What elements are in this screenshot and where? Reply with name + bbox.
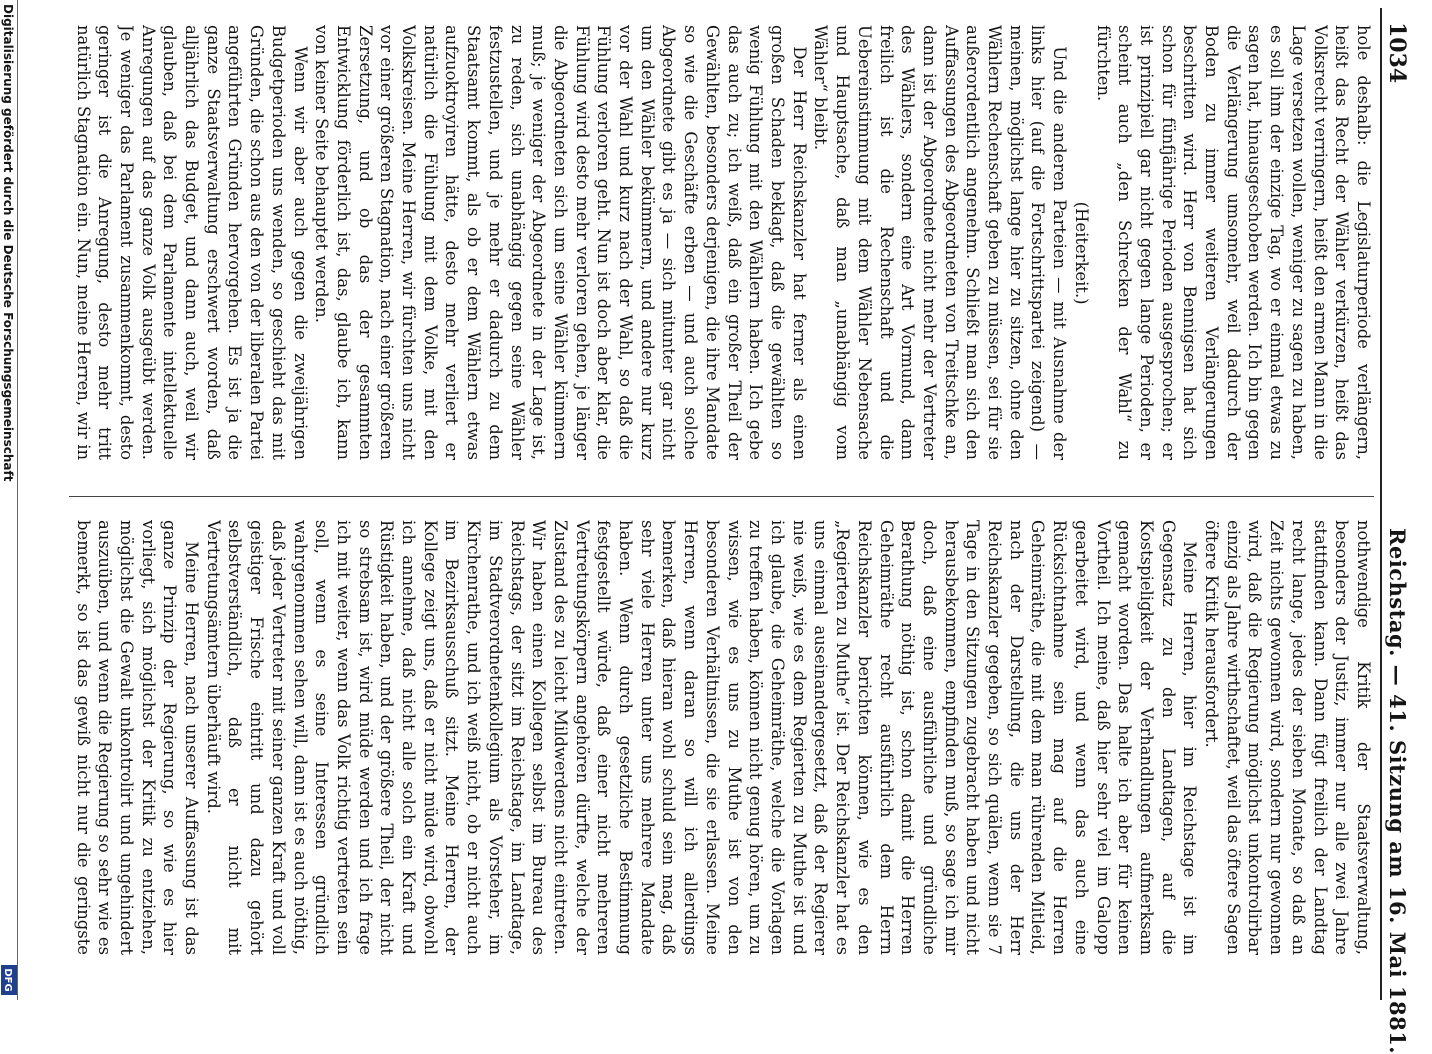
column-divider — [69, 496, 1374, 497]
digitization-credit: Digitalisierung gefördert durch die Deutsche Forschungsgemeinschaft — [1, 4, 15, 482]
interjection-note: (Heiterkeit.) — [1071, 201, 1091, 305]
page-number: 1034 — [1384, 22, 1410, 84]
svg-text:DFG: DFG — [2, 968, 13, 992]
page-footer — [0, 0, 18, 1000]
left-column — [69, 25, 1374, 460]
header-rule — [1380, 8, 1382, 1000]
right-column — [69, 520, 1374, 955]
paragraph: nothwendige Kritik der Staatsverwaltung, besonders der Justiz, immer nur alle zwei Jahre stattfinden kann. Dann fügt freilich der Landtag recht lange, jedes der sieben Monate, so daß an Zeit nichts gewonnen wird, sondern nur gewonnen wird, daß die Regierung möglichst unkontrolirbar einzig als Jahre wirthschaftet, weil das öftere Sagen öftere Kritik herausfordert. — [1202, 520, 1373, 955]
paragraph: Meine Herren, nach unserer Auffassung ist das ganze Prinzip der Regierung, so wie es hier vorliegt, sich möglichst der Kritik zu entziehen, möglichst die Gewalt unkontrolirt und ungehindert auszuüben, und wenn die Regierung so sehr wie es bemerkt, so ist das gewiß nicht nur die geringste — [73, 520, 202, 955]
paragraph: Der Herr Reichskanzler hat ferner als einen großen Schaden beklagt, daß die gewählten so wenig Fühlung mit den Wählern haben. Ich gebe das auch zu; ich weiß, daß ein großer Theil der Gewählten, besonders derjenigen, die ihre Mandate so wie die Geschäfte erben — und auch solche Abgeordnete gibt es ja — sich mitunter gar nicht um den Wähler bekümmern, und andere nur kurz vor der Wahl und kurz nach der Wahl, so daß die Fühlung verloren geht. Nun ist doch aber klar, die Fühlung wird desto mehr verloren gehen, je länger die Abgeordneten sich um seine Wähler kümmern muß; je weniger der Abgeordnete in der Lage ist, zu reden, sich unabhängig gegen seine Wähler festzustellen, und je mehr er dadurch zu dem Staatsamt kommt, als ob er dem Wählern etwas aufzuoktroyiren hätte, desto mehr verliert er natürlich die Fühlung mit dem Volke, mit den Volkskreisen. Meine Herren, wir fürchten uns nicht vor einer größeren Stagnation, nach einer größeren Zersetzung, und ob das der gesammten Entwicklung förderlich ist, das, glaube ich, kann von keiner Seite behauptet werden. — [312, 25, 809, 460]
dfg-logo — [1, 965, 17, 995]
paragraph: Und die anderen Parteien — mit Ausnahme der links hier (auf die Fortschrittspartei zeigend) — meinen, möglichst lange hier zu sitzen, ohne den Wählern Rechenschaft geben zu müssen, sei für sie außerordentlich angenehm. Schließt man sich den Auffassungen des Abgeordneten von Treitschke an, dann ist der Abgeordnete nicht mehr der Vertreter des Wählers, sondern eine Art Vormund, dann freilich ist die Rechenschaft und die Uebereinstimmung mit dem Wähler Nebensache und Hauptsache, daß man „unabhängig vom Wähler“ bleibt. — [811, 25, 1070, 460]
paragraph: Wenn wir aber auch gegen die zweijährigen Budgetperioden uns wenden, so geschieht das mit Gründen, die schon aus den von der liberalen Partei angeführten Gründen hervorgehen. Es ist ja die ganze Staatsverwaltung erschwert worden, daß alljährlich das Budget, und dann auch, weil wir glauben, daß bei dem Parlamente intellektuelle Anregungen auf das ganze Volk ausgeübt werden. Je weniger das Parlament zusammenkommt, desto geringer ist die Anregung, desto mehr tritt natürlich Stagnation ein. Nun, meine Herren, wir in — [73, 25, 310, 460]
paragraph: hole deshalb: die Legislaturperiode verlängern, heißt das Recht der Wähler verkürzen, heißt das Volksrecht verringern, heißt den armen Mann in die Lage versetzen wollen, weniger zu sagen zu haben, es soll ihm der einzige Tag, wo er einmal etwas zu sagen hat, hinausgeschoben werden. Ich bin gegen die Verlängerung umsomehr, weil dadurch der Boden zu immer weiteren Verlängerungen beschritten wird. Herr von Bennigsen hat sich schon für fünfjährige Perioden ausgesprochen; er ist prinzipiell gar nicht gegen lange Perioden, er scheint auch „den Schrecken der Wahl“ zu fürchten. — [1093, 25, 1373, 460]
running-title: Reichstag. — 41. Sitzung am 16. Mai 1881. — [1385, 528, 1410, 1054]
paragraph: Meine Herren, hier im Reichstage ist im Gegensatz zu den Landtagen, auf die Kostspieligkeit der Verhandlungen aufmerksam gemacht worden. Das halte ich aber für keinen Vortheil. Ich meine, daß hier sehr viel im Galopp gearbeitet wird, und wenn das auch eine Rücksichtnahme sein mag auf die Herren Geheimräthe, die mit dem man rührenden Mitleid, nach der Darstellung, die uns der Herr Reichskanzler gegeben, so sich quälen, wenn sie 7 Tage in den Sitzungen zugebracht haben und nicht herausbekommen, empfinden muß, so sage ich mir doch, daß eine ausführliche und gründliche Berathung nöthig ist, schon damit die Herren Geheimräthe recht ausführlich dem Herrn Reichskanzler berichten können, wie es den „Regierten zu Muthe“ ist. Der Reichskanzler hat es uns einmal auseinandergesetzt, daß der Regierer nie weiß, wie es dem Regierten zu Muthe ist und ich glaube, die Geheimräthe, welche die Vorlagen zu treffen haben, können nicht genug hören, um zu wissen, wie es uns zu Muthe ist von den besonderen Verhältnissen, die sie erlassen. Meine Herren, wenn daran so will ich allerdings bemerken, daß hieran wohl schuld sein mag, daß sehr viele Herren unter uns mehrere Mandate haben. Wenn durch gesetzliche Bestimmung festgestellt würde, daß einer nicht mehreren Vertretungskörpern angehören dürfte, welche der Zustand des zu leicht Mildwerdens nicht eintreten. Wir haben einen Kollegen selbst im Bureau des Reichstags, der sitzt im Reichstage, im Landtage, im Stadtverordnetenkollegium als Vorsteher, im Kirchenrathe, und ich weiß nicht, ob er nicht auch im Bezirksausschuß sitzt. Meine Herren, der Kollege zeigt uns, daß er nicht müde wird, obwohl ich annehme, daß nicht alle solch ein Kraft und Rüstigkeit haben, und der größere Theil, der nicht so strebsam ist, wird müde werden und ich frage ich mit weiter, wenn das Volk richtig vertreten sein soll, wenn es seine Interessen gründlich wahrgenommen sehen will, dann ist es auch nöthig, daß jeder Vertreter mit seiner ganzen Kraft und voll geistiger Frische eintritt und dazu gehört selbstverständlich, daß er nicht mit Vertretungsämtern überhäuft wird. — [203, 520, 1200, 955]
page-header — [1382, 8, 1424, 1054]
